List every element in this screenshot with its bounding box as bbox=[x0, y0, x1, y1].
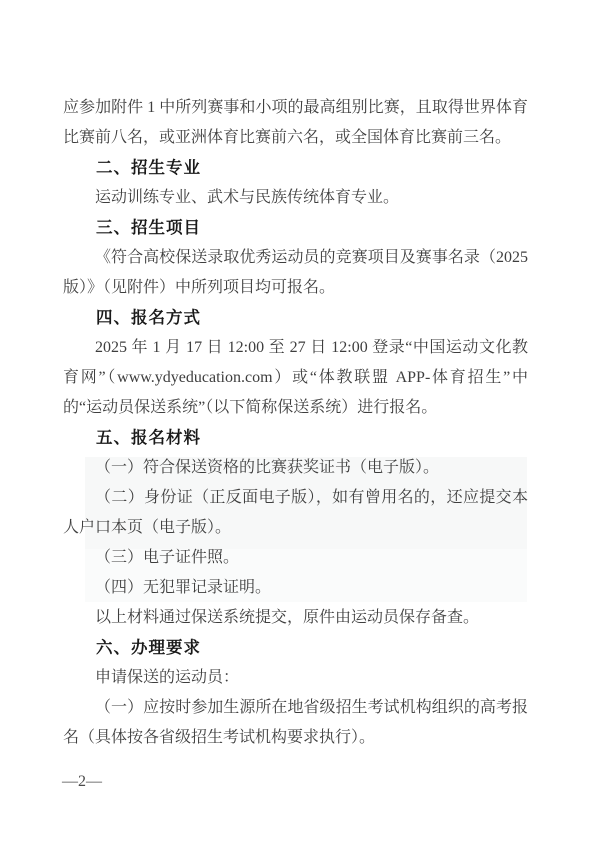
paragraph-enrollment-events: 《符合高校保送录取优秀运动员的竞赛项目及赛事名录（2025版）》（见附件）中所列项目均可报名。 bbox=[63, 249, 528, 296]
paragraph-materials-submission-note: 以上材料通过保送系统提交，原件由运动员保存备查。 bbox=[95, 609, 480, 626]
paragraph-material-id-card: （二）身份证（正反面电子版），如有曾用名的，还应提交本人户口本页（电子版）。 bbox=[63, 489, 528, 536]
paragraph-eligibility-continuation: 应参加附件 1 中所列赛事和小项的最高组别比赛，且取得世界体育比赛前八名，或亚洲体育比赛前六名，或全国体育比赛前三名。 bbox=[63, 99, 528, 146]
heading-enrollment-majors: 二、招生专业 bbox=[96, 159, 201, 177]
heading-registration-materials: 五、报名材料 bbox=[96, 429, 201, 447]
heading-enrollment-events: 三、招生项目 bbox=[96, 219, 201, 237]
paragraph-enrollment-majors: 运动训练专业、武术与民族传统体育专业。 bbox=[95, 189, 400, 206]
paragraph-applicant-athletes: 申请保送的运动员： bbox=[95, 669, 240, 686]
document-body bbox=[63, 93, 528, 753]
paragraph-registration-method: 2025 年 1 月 17 日 12:00 至 27 日 12:00 登录“中国运动文化教育网”（www.ydyeducation.com）或“体教联盟 APP-体育招生”中的“运动员保送系统”（以下简称保送系统）进行报名。 bbox=[63, 339, 528, 416]
paragraph-material-photo: （三）电子证件照。 bbox=[95, 549, 240, 566]
paragraph-material-award-certificate: （一）符合保送资格的比赛获奖证书（电子版）。 bbox=[95, 459, 440, 476]
page-number: —2— bbox=[62, 773, 102, 790]
paragraph-gaokao-registration-requirement: （一）应按时参加生源所在地省级招生考试机构组织的高考报名（具体按各省级招生考试机构要求执行）。 bbox=[63, 699, 528, 746]
heading-registration-method: 四、报名方式 bbox=[96, 309, 201, 327]
paragraph-material-no-criminal-record: （四）无犯罪记录证明。 bbox=[95, 579, 272, 596]
heading-processing-requirements: 六、办理要求 bbox=[96, 639, 201, 657]
